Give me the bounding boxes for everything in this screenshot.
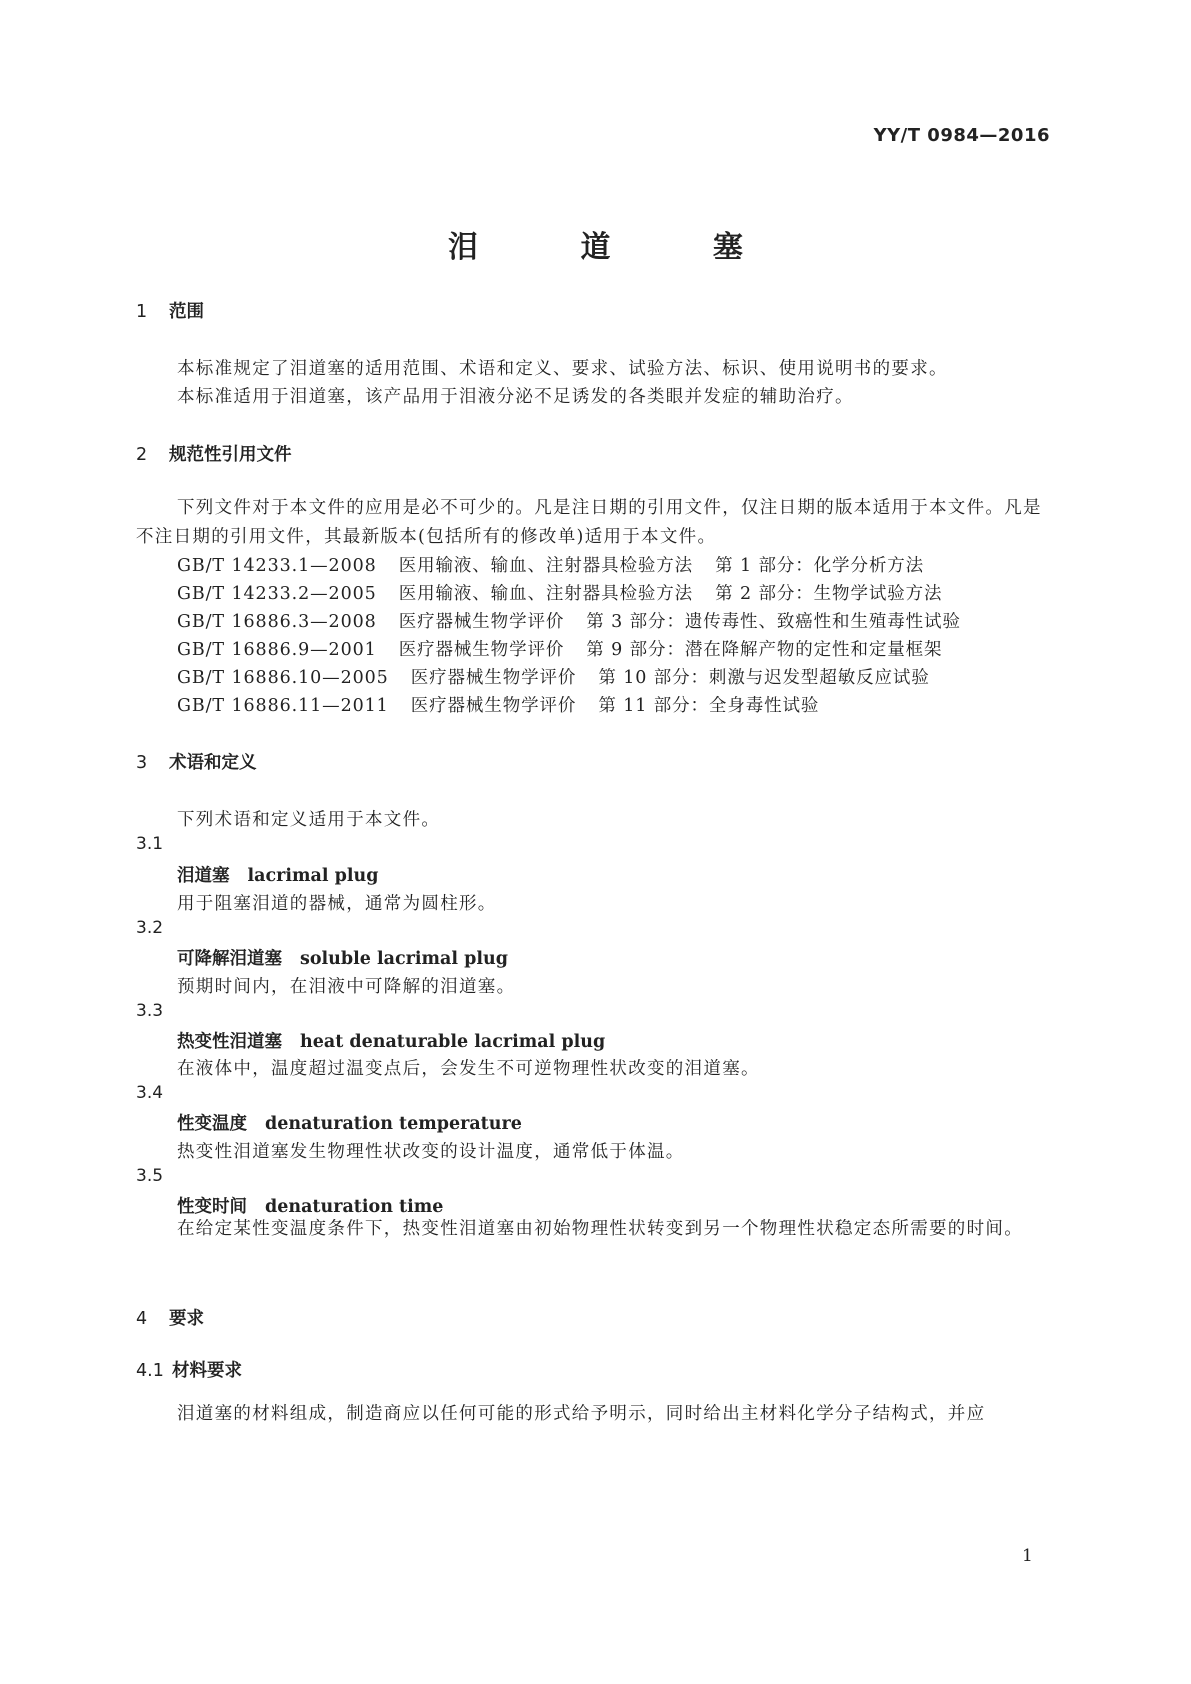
term-heading [177,862,378,887]
term-en: soluble lacrimal plug [300,949,508,969]
reference-item [177,664,930,689]
term-zh: 性变温度 [177,1114,247,1134]
reference-name: 医用输液、输血、注射器具检验方法 [398,584,694,604]
reference-code: GB/T 16886.3—2008 [177,612,377,632]
term-en: heat denaturable lacrimal plug [300,1032,606,1052]
reference-name: 医疗器械生物学评价 [398,612,565,632]
section-title: 术语和定义 [169,753,257,773]
section-2-heading [136,441,292,466]
page-number: 1 [1022,1546,1033,1566]
section-number: 1 [136,302,148,322]
reference-part: 第 9 部分：潜在降解产物的定性和定量框架 [586,640,943,660]
section-number: 3 [136,753,148,773]
paragraph: 本标准规定了泪道塞的适用范围、术语和定义、要求、试验方法、标识、使用说明书的要求。 [177,359,948,379]
term-definition: 在液体中，温度超过温变点后，会发生不可逆物理性状改变的泪道塞。 [177,1059,760,1079]
term-definition: 预期时间内，在泪液中可降解的泪道塞。 [177,977,516,997]
reference-part: 第 11 部分：全身毒性试验 [598,696,820,716]
reference-part: 第 3 部分：遗传毒性、致癌性和生殖毒性试验 [586,612,961,632]
reference-item [177,580,942,605]
term-zh: 泪道塞 [177,866,230,886]
reference-code: GB/T 16886.9—2001 [177,640,377,660]
reference-part: 第 10 部分：刺激与迟发型超敏反应试验 [598,668,930,688]
clause-number: 3.2 [136,918,164,938]
paragraph: 下列文件对于本文件的应用是必不可少的。凡是注日期的引用文件，仅注日期的版本适用于本文件。凡是不注日期的引用文件，其最新版本(包括所有的修改单)适用于本文件。 [136,498,1042,547]
subsection-number: 4.1 [136,1361,164,1381]
reference-part: 第 2 部分：生物学试验方法 [715,584,943,604]
paragraph: 泪道塞的材料组成，制造商应以任何可能的形式给予明示，同时给出主材料化学分子结构式，并应 [177,1404,986,1424]
clause-number: 3.5 [136,1166,164,1186]
term-definition: 热变性泪道塞发生物理性状改变的设计温度，通常低于体温。 [177,1142,685,1162]
reference-part: 第 1 部分：化学分析方法 [715,556,925,576]
section-number: 4 [136,1309,148,1329]
reference-name: 医用输液、输血、注射器具检验方法 [398,556,694,576]
paragraph: 下列术语和定义适用于本文件。 [177,810,441,830]
term-heading [177,945,508,970]
reference-code: GB/T 16886.11—2011 [177,696,389,716]
term-zh: 可降解泪道塞 [177,949,282,969]
document-title: 泪 道 塞 [448,230,789,265]
section-title: 规范性引用文件 [169,445,292,465]
reference-item [177,636,942,661]
clause-number: 3.3 [136,1001,164,1021]
subsection-4-1-heading [136,1357,242,1382]
term-heading [177,1028,605,1053]
clause-number: 3.4 [136,1083,164,1103]
reference-item [177,692,819,717]
term-en: denaturation temperature [265,1114,522,1134]
standard-code: YY/T 0984—2016 [873,125,1050,146]
reference-name: 医疗器械生物学评价 [398,640,565,660]
term-en: denaturation time [265,1197,444,1217]
section-title: 要求 [169,1309,204,1329]
section-number: 2 [136,445,148,465]
reference-item [177,608,961,633]
reference-item [177,552,924,577]
section-4-heading [136,1305,204,1330]
section-1-heading [136,298,204,323]
reference-name: 医疗器械生物学评价 [410,696,577,716]
section-title: 范围 [169,302,204,322]
reference-name: 医疗器械生物学评价 [410,668,577,688]
term-zh: 热变性泪道塞 [177,1032,282,1052]
term-en: lacrimal plug [247,866,379,886]
reference-code: GB/T 16886.10—2005 [177,668,389,688]
section-3-heading [136,749,257,774]
term-definition: 在给定某性变温度条件下，热变性泪道塞由初始物理性状转变到另一个物理性状稳定态所需要的时间。 [177,1219,1023,1239]
term-zh: 性变时间 [177,1197,247,1217]
term-definition: 用于阻塞泪道的器械，通常为圆柱形。 [177,894,497,914]
reference-code: GB/T 14233.1—2008 [177,556,377,576]
reference-code: GB/T 14233.2—2005 [177,584,377,604]
paragraph: 本标准适用于泪道塞，该产品用于泪液分泌不足诱发的各类眼并发症的辅助治疗。 [177,387,854,407]
subsection-title: 材料要求 [172,1361,242,1381]
clause-number: 3.1 [136,834,164,854]
term-heading [177,1110,522,1135]
